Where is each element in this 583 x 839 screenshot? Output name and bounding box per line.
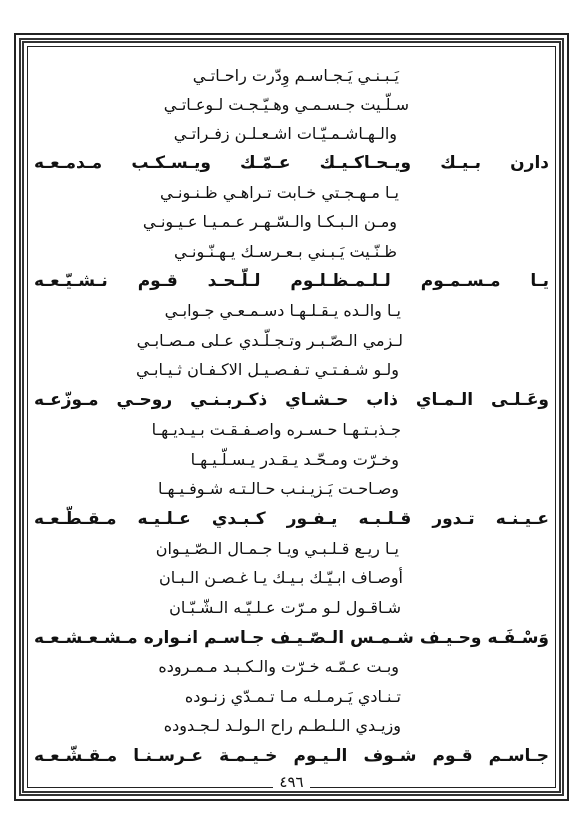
verse-line: والـهـاشـمـيّـات اشـعـلـن زفـراتـي [173, 124, 397, 143]
verse-line: لـزمي الـصّـبـر وتـجـلّـدي عـلى مـصـابـي [136, 331, 403, 350]
verse-line: وصـاحـت يَـزيـنـب حـالـتـه شـوفـيـهـا [157, 479, 399, 498]
chorus-line: جـاسـم قـوم شـوف الـيـوم خـيـمـة عـرسـنـا مـقـشّـعـه [34, 746, 549, 766]
page-number-label: ٤٩٦ [273, 773, 309, 791]
chorus-line: يـا مـسـمـوم لـلـمـظـلـوم لـلّـحـد قـوم نـشـيّـعـه [34, 271, 549, 291]
verse-line: ومـن الـبـكـا والـسّـهـر عـمـيـا عـيـونـي [142, 212, 397, 231]
chorus-line: دارن بـيـك ويـحـاكـيـك عـمّـك ويـسـكـب مـدمـعـه [34, 153, 549, 173]
verse-line: ولـو شـفـتـي تـفـصـيـل الاكـفـان ثـيـابـي [135, 360, 399, 379]
verse-line: سـلّـيت جـسـمـي وهـيّـجـت لـوعـاتـي [163, 95, 409, 114]
verse-line: تـنـادي يَـرمـلـه مـا تـمـدّي زنـوده [184, 687, 401, 706]
verse-line: يـا ريـع قـلـبـي ويـا جـمـال الـصّـيـوان [155, 539, 399, 558]
verse-line: يَـبـنـي يَـجـاسـم وِدّرت راحـاتـي [192, 66, 399, 85]
verse-line: شـاقـول لـو مـرّت عـلـيّـه الـشّـبّـان [169, 598, 401, 617]
verse-line: وبـت عـمّـه خـرّت والـكـبـد مـمـروده [158, 657, 399, 676]
chorus-line: عـيـنـه تـدور قـلـبـه يـفـور كـبـدي عـلـيـه مـقـطّـعـه [34, 509, 549, 529]
verse-line: جـذبـتـهـا حـسـره واصـفـقـت بـيـديـهـا [151, 420, 401, 439]
verse-line: وخـرّت ومـحّـد يـقـدر يـسـلّـيـهـا [190, 450, 399, 469]
verse-line: يـا والـده يـقـلـهـا دسـمـعـي جـوابـي [164, 301, 401, 320]
chorus-line: وَسْـفَـه وحـيـف شـمـس الـصّـيـف جـاسـم انـواره مـشـعـشـعـه [34, 628, 549, 648]
verse-line: أوصـاف ابـيّـك بـيـك يـا غـصـن الـبـان [158, 568, 403, 587]
verse-line: وزيـدي الـلـطـم راح الـولـد لـجـدوده [163, 716, 401, 735]
chorus-line: وعَـلـى الـمـاي ذاب حـشـاي ذكـربـنـي روحـي مـوزّعـه [34, 390, 549, 410]
verse-line: ظـنّـيت يَـبـني بـعـرسـك يـهـنّـونـي [174, 242, 397, 261]
verse-line: يـا مـهـجـتي خـابت تـراهـي ظـنـونـي [159, 183, 399, 202]
page-number [0, 773, 583, 791]
